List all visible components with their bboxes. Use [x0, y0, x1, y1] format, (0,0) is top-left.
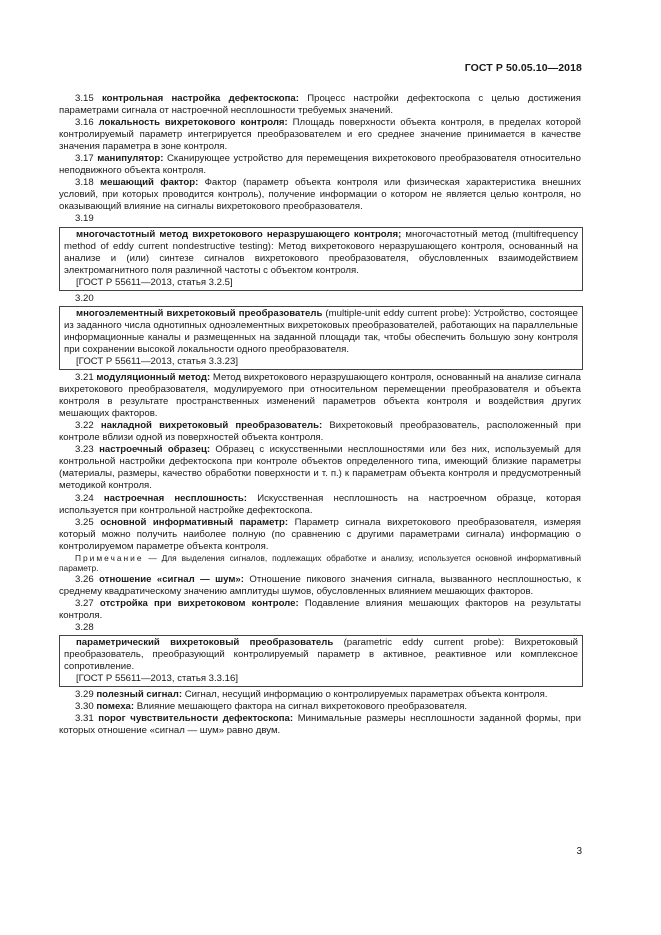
- term-box-3-28: параметрический вихретоковый преобразователь (parametric eddy current probe): Вихретоковый преобразователь, преобразующий контролируемый параметр в активное, реактивное или комплексное сопротивление. [ГОСТ Р 55611—2013, статья 3.3.16]: [59, 635, 583, 687]
- term-3-25: 3.25 основной информативный параметр: Параметр сигнала вихретокового преобразователя, измеряя который можно получить наиболее полную (по сравнению с другими параметрами сигнала) информацию о контролируемом параметре объекта контроля.: [59, 516, 581, 552]
- term-number: 3.20: [75, 292, 94, 304]
- term-3-26: 3.26 отношение «сигнал — шум»: Отношение пикового значения сигнала, вызванного несплошностью, к среднему квадратическому значению амплитуды шумов, обусловленных влиянием мешающих факторов.: [59, 573, 581, 597]
- term-3-15: 3.15 контрольная настройка дефектоскопа: Процесс настройки дефектоскопа с целью достижения параметрами сигнала от настроечной несплошности требуемых значений.: [59, 93, 581, 117]
- source-reference: [ГОСТ Р 55611—2013, статья 3.3.23]: [76, 355, 239, 367]
- term-3-31: 3.31 порог чувствительности дефектоскопа: Минимальные размеры несплошности заданной формы, при которых отношение «сигнал — шум» равно двум.: [59, 713, 581, 737]
- term-3-22: 3.22 накладной вихретоковый преобразователь: Вихретоковый преобразователь, расположенный при контроле вблизи одной из поверхностей объекта контроля.: [59, 420, 582, 444]
- source-reference: [ГОСТ Р 55611—2013, статья 3.2.5]: [76, 276, 233, 288]
- term-box-3-20: многоэлементный вихретоковый преобразователь (multiple-unit eddy current probe): Устройство, состоящее из заданного числа однотипных одноэлементных вихретоковых преобразователей, работающих на параллельные информационные каналы и размещенных на заданной площади так, чтобы обеспечить большую зону контроля при сохранении высокой локальности одного преобразователя. [ГОСТ Р 55611—2013, статья 3.3.23]: [59, 306, 583, 370]
- term-3-29: 3.29 полезный сигнал: Сигнал, несущий информацию о контролируемых параметрах объекта контроля.: [75, 689, 548, 701]
- term-number: 3.19: [75, 213, 94, 225]
- term-number: 3.28: [75, 622, 94, 634]
- term-3-21: 3.21 модуляционный метод: Метод вихретокового неразрушающего контроля, основанный на анализе сигнала вихретокового преобразователя, модулируемого при относительном перемещении преобразователя и объекта контроля в результате пространственных изменений параметров объекта контроля и воздействия других мешающих факторов.: [59, 372, 581, 420]
- document-header: ГОСТ Р 50.05.10—2018: [464, 62, 582, 74]
- term-3-17: 3.17 манипулятор: Сканирующее устройство для перемещения вихретокового преобразователя относительно неподвижного объекта контроля.: [59, 153, 581, 177]
- term-3-27: 3.27 отстройка при вихретоковом контроле: Подавление влияния мешающих факторов на результаты контроля.: [59, 598, 581, 622]
- document-body: [59, 93, 581, 738]
- term-3-18: 3.18 мешающий фактор: Фактор (параметр объекта контроля или физическая характеристика внешних условий, при которых проводится контроль), получение информации о котором не является целью контроля, но оказывающий влияние на сигналы вихретокового преобразователя.: [59, 177, 581, 213]
- term-3-23: 3.23 настроечный образец: Образец с искусственными несплошностями или без них, используемый для контрольной настройки дефектоскопа при контроле объектов определенного типа, имеющий близкие параметры (материалы, размеры, качество обработки поверхности и т. п.) к параметрам объекта контроля и предусмотренный методикой контроля.: [59, 444, 581, 492]
- term-3-24: 3.24 настроечная несплошность: Искусственная несплошность на настроечном образце, которая используется при контрольной настройке дефектоскопа.: [59, 492, 581, 516]
- term-box-3-19: многочастотный метод вихретокового неразрушающего контроля; многочастотный метод (multifrequency method of eddy current nondestructive testing): Метод вихретокового неразрушающего контроля, основанный на анализе и (или) синтезе сигналов вихретокового преобразователя, обусловленных взаимодействием электромагнитного поля различной частоты с объектом контроля. [ГОСТ Р 55611—2013, статья 3.2.5]: [59, 227, 583, 291]
- note-label: Примечание: [75, 552, 144, 563]
- note: Примечание — Для выделения сигналов, подлежащих обработке и анализу, используется основной информативный параметр.: [59, 552, 581, 574]
- term-3-16: 3.16 локальность вихретокового контроля: Площадь поверхности объекта контроля, в пределах которой контролируемый параметр интегрируется преобразователем и его среднее значение принимается в качестве значения параметра в зоне контроля.: [59, 117, 582, 153]
- term-3-30: 3.30 помеха: Влияние мешающего фактора на сигнал вихретокового преобразователя.: [75, 701, 468, 713]
- source-reference: [ГОСТ Р 55611—2013, статья 3.3.16]: [76, 673, 239, 685]
- page-number: 3: [576, 846, 582, 857]
